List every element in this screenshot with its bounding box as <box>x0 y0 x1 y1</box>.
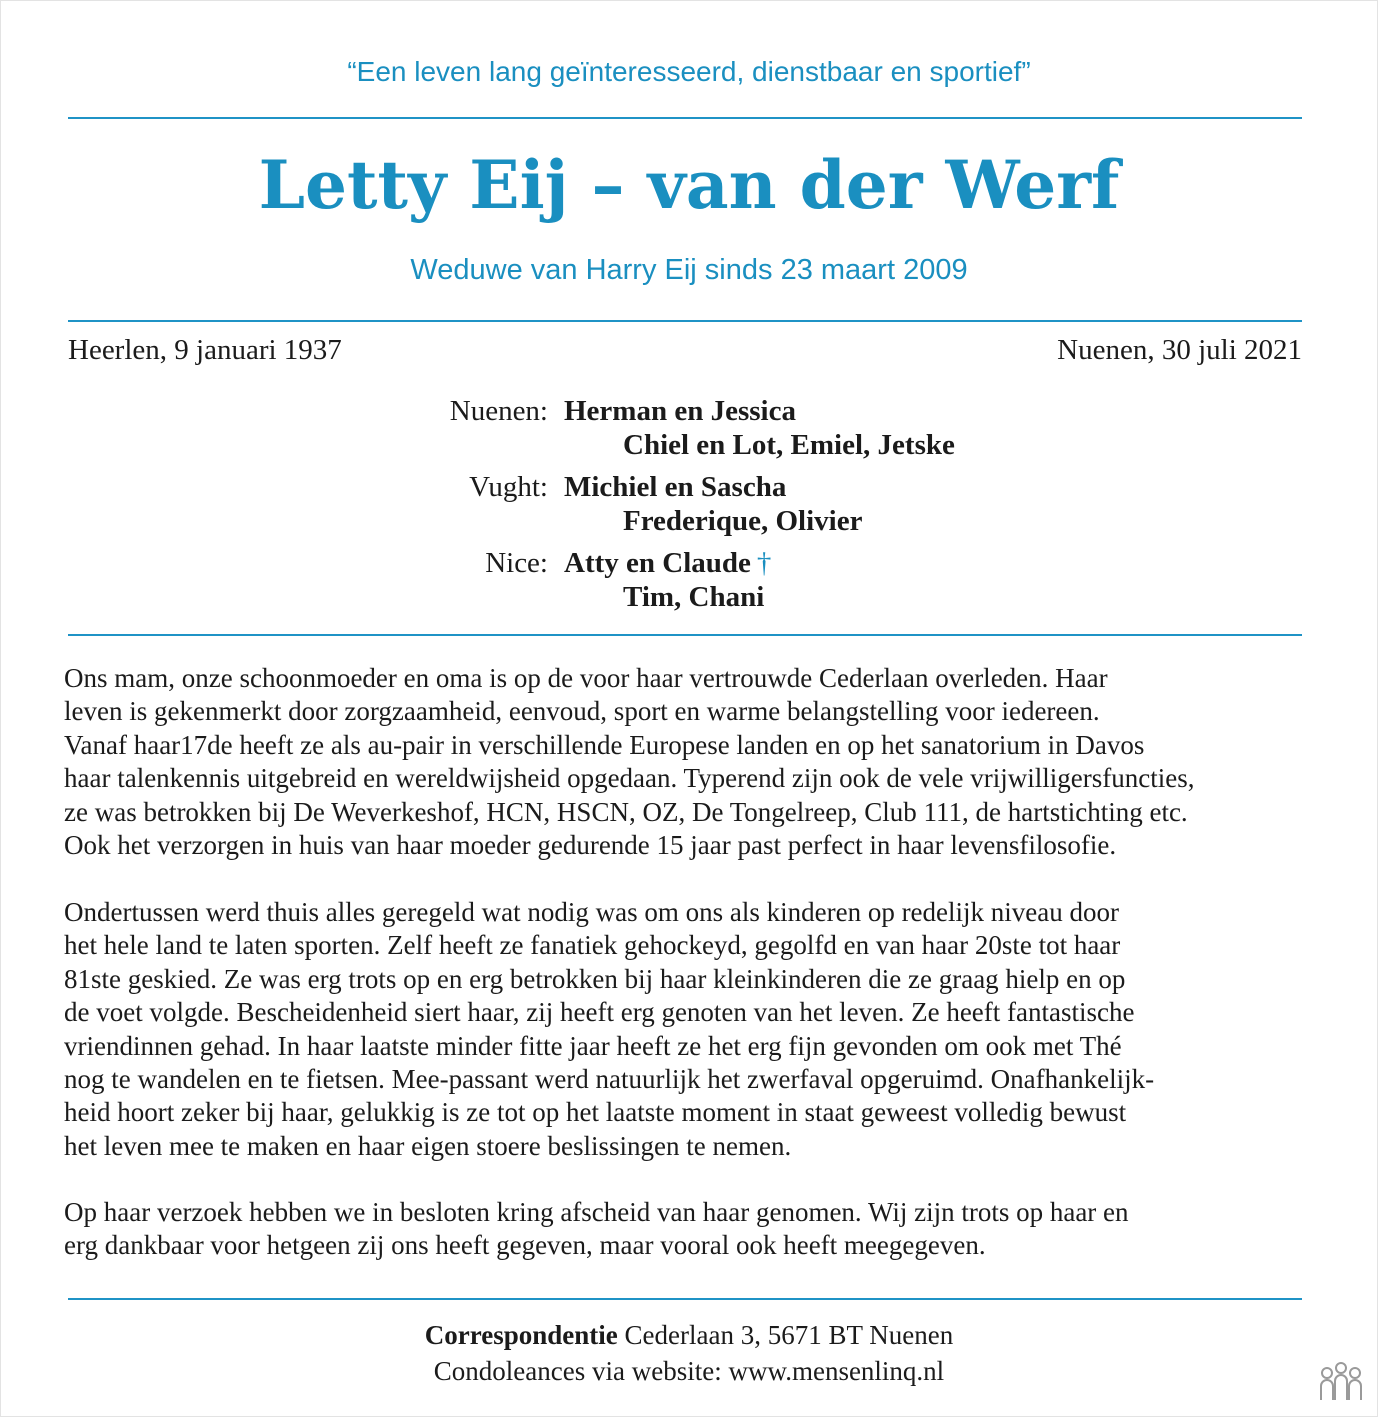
widow-line: Weduwe van Harry Eij sinds 23 maart 2009 <box>410 254 968 286</box>
body-line: Ons mam, onze schoonmoeder en oma is op de voor haar vertrouwde Cederlaan overleden. Haar <box>64 663 1108 693</box>
family-place: Nice: <box>485 547 548 579</box>
body-paragraph-2 <box>64 896 1314 1163</box>
divider-top <box>68 117 1302 119</box>
deceased-name: Letty Eij – van der Werf <box>258 146 1120 224</box>
family-children: Frederique, Olivier <box>623 505 863 537</box>
family-names: Michiel en Sascha <box>564 471 787 503</box>
family-names: Herman en Jessica <box>564 395 796 427</box>
family-group-nuenen <box>380 395 1080 471</box>
body-line: Ook het verzorgen in huis van haar moeder gedurende 15 jaar past perfect in haar levensfilosofie. <box>64 830 1117 861</box>
body-line: haar talenkennis uitgebreid en wereldwijsheid opgedaan. Typerend zijn ook de vele vrijwilligersfuncties, <box>64 763 1195 794</box>
body-paragraph-3 <box>64 1196 1314 1263</box>
family-list <box>380 395 1080 623</box>
quote: “Een leven lang geïnteresseerd, dienstbaar en sportief” <box>347 56 1031 87</box>
body-line: erg dankbaar voor hetgeen zij ons heeft gegeven, maar vooral ook heeft meegegeven. <box>64 1230 986 1261</box>
body-line: nog te wandelen en te fietsen. Mee-passant werd natuurlijk het zwerfaval opgeruimd. Onafhankelijk- <box>64 1064 1155 1095</box>
correspondence <box>0 1320 1378 1351</box>
family-place: Vught: <box>469 471 548 503</box>
correspondence-label: Correspondentie <box>424 1320 618 1350</box>
divider-body <box>68 634 1302 636</box>
body-paragraph-1 <box>64 662 1314 862</box>
family-group-vught <box>380 471 1080 547</box>
condolences-line: Condoleances via website: www.mensenlinq.nl <box>433 1356 945 1386</box>
body-line: het hele land te laten sporten. Zelf heeft ze fanatiek gehockeyd, gegolfd en van haar 20ste tot haar <box>64 930 1121 961</box>
body-line: Vanaf haar17de heeft ze als au-pair in verschillende Europese landen en op het sanatorium in Davos <box>64 729 1145 760</box>
cross-icon: † <box>756 547 772 579</box>
body-line: het leven mee te maken en haar eigen stoere beslissingen te nemen. <box>64 1130 792 1161</box>
body-line: heid hoort zeker bij haar, gelukkig is ze tot op het laatste moment in staat geweest volledig bewust <box>64 1097 1127 1128</box>
body-line: Ondertussen werd thuis alles geregeld wat nodig was om ons als kinderen op redelijk niveau door <box>64 897 1119 927</box>
death-date: Nuenen, 30 juli 2021 <box>1057 334 1302 366</box>
body-line: 81ste geskied. Ze was erg trots op en erg betrokken bij haar kleinkinderen die ze graag hielp en op <box>64 963 1126 994</box>
birth-date: Heerlen, 9 januari 1937 <box>68 334 342 366</box>
body-line: vriendinnen gehad. In haar laatste minder fitte jaar heeft ze het erg fijn gevonden om ook met Thé <box>64 1030 1122 1061</box>
family-children: Tim, Chani <box>623 581 765 613</box>
body-line: leven is gekenmerkt door zorgzaamheid, eenvoud, sport en warme belangstelling voor iedereen. <box>64 696 1100 727</box>
body-line: Op haar verzoek hebben we in besloten kring afscheid van haar genomen. Wij zijn trots op haar en <box>64 1197 1129 1227</box>
divider-footer <box>68 1298 1302 1300</box>
correspondence-address: Cederlaan 3, 5671 BT Nuenen <box>624 1320 954 1350</box>
people-group-icon <box>1318 1360 1364 1404</box>
divider-dates <box>68 320 1302 322</box>
body-line: ze was betrokken bij De Weverkeshof, HCN, HSCN, OZ, De Tongelreep, Club 111, de hartstichting etc. <box>64 796 1188 827</box>
family-group-nice <box>380 547 1080 623</box>
family-children: Chiel en Lot, Emiel, Jetske <box>623 429 955 461</box>
body-line: de voet volgde. Bescheidenheid siert haar, zij heeft erg genoten van het leven. Ze heeft fantastische <box>64 997 1135 1028</box>
family-names: Atty en Claude † <box>564 547 772 579</box>
family-place: Nuenen: <box>449 395 548 427</box>
